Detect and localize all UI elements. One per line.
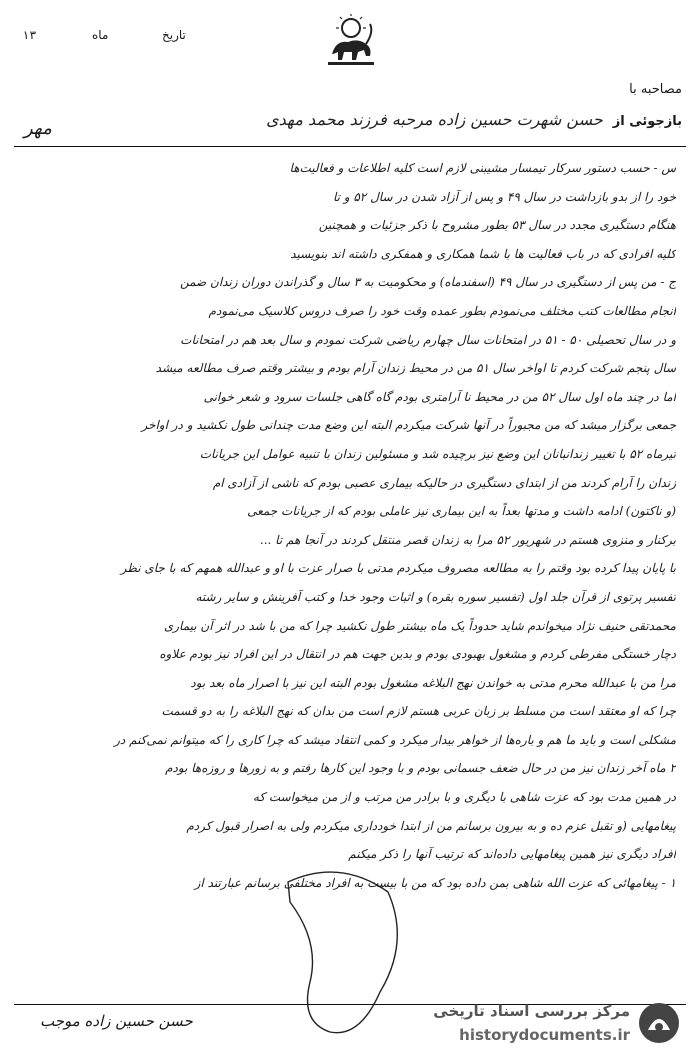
body-line: مشکلی است و باید ما هم و باره‌ها از خواهر بیدار میکرد و کمی انتقاد میشد که چرا کاری را که میتوانم نمی‌کنم در bbox=[114, 732, 676, 747]
body-line: (و ناکتون) ادامه داشت و مدتها بعداً به این بیماری نیز عاملی بودم که از جریانات جمعی bbox=[247, 504, 676, 519]
handwritten-body bbox=[30, 154, 676, 897]
archive-watermark bbox=[402, 998, 692, 1052]
body-line: جمعی برگزار میشد که من مجبوراً در آنها شرکت میکردم البته این وضع مدت چندانی طول نکشید و در اواخر bbox=[141, 418, 676, 433]
body-line: ۱ - پیغامهائی که عزت الله شاهی بمن داده بود که من با بیست به افراد مختلفی برسانم عبارتند از bbox=[194, 875, 676, 890]
interrogation-of-label: بازجوئی از bbox=[612, 114, 682, 129]
body-line: با پایان پیدا کرده بود وقتم را به مطالعه مصروف میکردم مدتی با صرار عزت با او و عبدالله همهم که با جای نظر bbox=[120, 561, 676, 576]
archive-logo-icon bbox=[636, 1000, 682, 1046]
month-label: ماه bbox=[92, 28, 109, 42]
body-line: محمدتقی حنیف نژاد میخواندم شاید حدوداً یک ماه بیشتر طول نکشید چرا که من با شد در اثر آن بیماری bbox=[163, 618, 676, 633]
date-label: تاریخ bbox=[162, 28, 186, 42]
body-line: هنگام دستگیری مجدد در سال ۵۳ بطور مشروح با ذکر جزئیات و همچنین bbox=[318, 218, 676, 233]
body-line: تیرماه ۵۲ با تغییر زندانبانان این وضع نیز برچیده شد و مسئولین زندان با تنبیه عوامل این جریانات bbox=[199, 446, 676, 461]
body-line: پیغامهایی (و تقبل عزم ده و به بیرون برسانم من از ابتدا خودداری میکردم ولی به اصرار قبول کردم bbox=[186, 818, 676, 833]
page-number: ۱۳ bbox=[22, 28, 37, 42]
body-line: انجام مطالعات کتب مختلف می‌نمودم بطور عمده وقت خود را صرف دروس کلاسیک می‌نمودم bbox=[208, 303, 676, 318]
interviewee-row bbox=[18, 110, 682, 144]
body-line: ۲ ماه آخر زندان نیز من در حال ضعف جسمانی بودم و با وجود این کارها رفتم و به زورها و روزه‌ها بودم bbox=[165, 761, 676, 776]
pen-loop-mark bbox=[270, 862, 410, 1042]
body-line: دچار خستگی مفرطی کردم و مشغول بهبودی بودم و بدین جهت هم در انتقال در این افراد نیز بودم علاوه bbox=[159, 647, 676, 662]
body-line: س - حسب دستور سرکار تیمسار مشیبنی لازم است کلیه اطلاعات و فعالیت‌ها bbox=[289, 161, 676, 175]
interviewee-name: حسن شهرت حسین زاده مرحبه فرزند محمد مهدی bbox=[266, 110, 603, 129]
body-line: ج - من پس از دستگیری در سال ۴۹ (اسفندماه) و محکومیت به ۳ سال و گذراندن دوران زندان ضمن bbox=[179, 275, 676, 290]
body-line: اما در چند ماه اول سال ۵۲ من در محیط نا آرامتری بودم گاه گاهی جلسات سرود و شعر خوانی bbox=[203, 389, 676, 404]
body-line: افراد دیگری نیز همین پیغامهایی داده‌اند که ترتیب آنها را ذکر میکنم bbox=[348, 847, 676, 862]
body-line: خود را از بدو بازداشت در سال ۴۹ و پس از آزاد شدن در سال ۵۲ و تا bbox=[332, 189, 676, 204]
watermark-title: مرکز بررسی اسناد تاریخی bbox=[433, 1002, 630, 1020]
body-line: سال پنجم شرکت کردم تا اواخر سال ۵۱ من در محیط زندان آرام بودم و بیشتر وقتم صرف مطالعه میشد bbox=[155, 361, 676, 376]
body-line: تفسیر پرتوی از قرآن جلد اول (تفسیر سوره بقره) و اثبات وجود خدا و کتب آفرینش و سایر رشته bbox=[195, 589, 676, 604]
top-rule bbox=[14, 146, 686, 147]
body-line: زندان را آرام کردند من از ابتدای دستگیری در حالیکه بیماری عصبی بودم که ناشی از آزادی ام bbox=[212, 475, 676, 490]
signature: حسن حسین زاده موجب bbox=[40, 1012, 193, 1030]
interview-with-label: مصاحبه با bbox=[629, 82, 682, 97]
body-line: مرا من با عبدالله محرم مدتی به خواندن نهج البلاغه مشغول بودم البته این نیز با اصرار ماه بعد بود bbox=[190, 675, 676, 690]
margin-note: مهر bbox=[24, 118, 52, 139]
body-line: در همین مدت بود که عزت شاهی با دیگری و با برادر من مرتب و از من میخواست که bbox=[252, 790, 676, 805]
watermark-url: historydocuments.ir bbox=[459, 1026, 630, 1044]
body-line: چرا که او معتقد است من مسلط بر زبان عربی هستم لازم است من بدان که نهج البلاغه را به دو قسمت bbox=[161, 704, 676, 719]
lion-and-sun-emblem bbox=[322, 14, 380, 70]
body-line: و در سال تحصیلی ۵۰ - ۵۱ در امتحانات سال چهارم ریاضی شرکت نمودم و سال بعد هم در امتحانات bbox=[180, 332, 676, 347]
body-line: برکنار و منزوی هستم در شهریور ۵۲ مرا به زندان قصر منتقل کردند در آنجا هم تا ... bbox=[259, 532, 676, 547]
body-line: کلیه افرادی که در باب فعالیت ها با شما همکاری و همفکری داشته اند بنویسید bbox=[290, 246, 676, 261]
